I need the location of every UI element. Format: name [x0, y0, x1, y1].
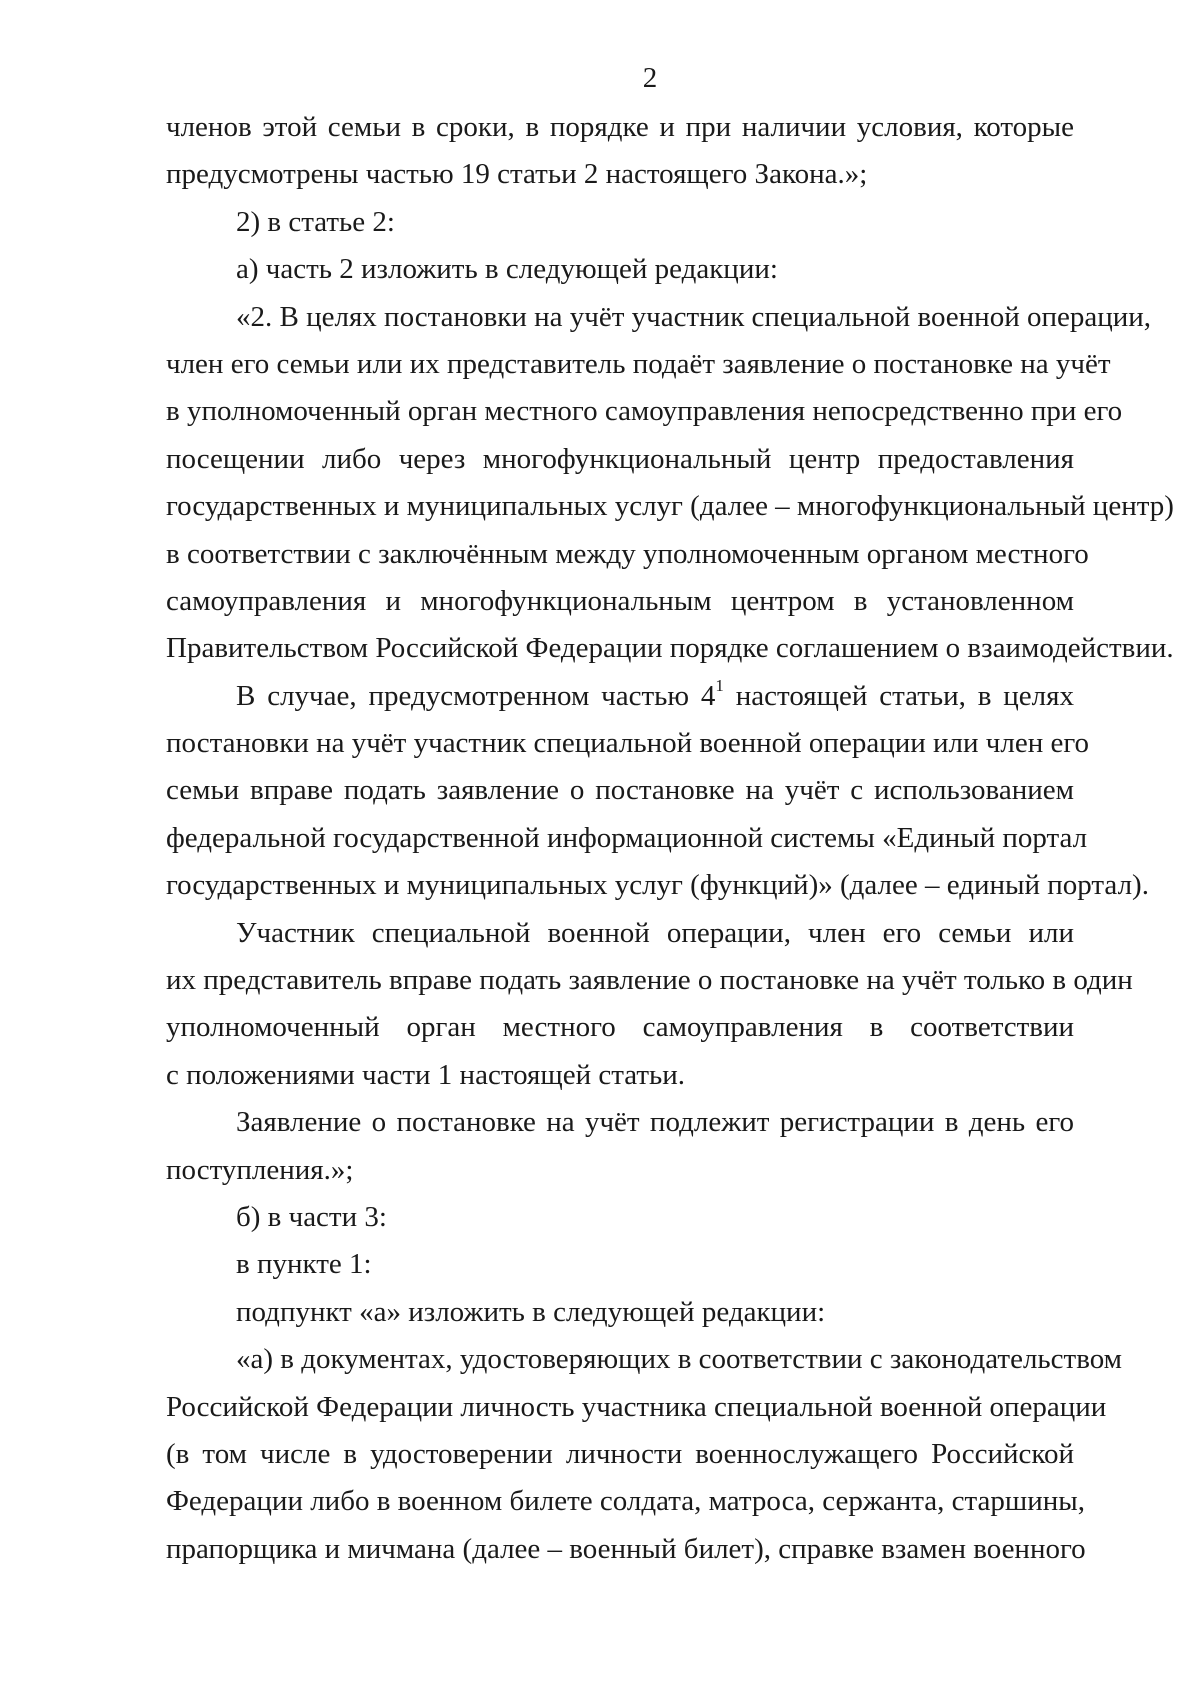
line-text: член его семьи или их представитель подаёт заявление о постановке на учёт: [166, 347, 1111, 380]
text-line: [166, 910, 1074, 957]
text-line: [166, 1526, 1086, 1573]
text-line: [166, 388, 1123, 435]
text-line: [166, 1147, 1074, 1194]
text-line: [166, 1004, 1074, 1051]
line-text: государственных и муниципальных услуг (далее – многофункциональный центр): [166, 490, 1174, 523]
text-line: [166, 1241, 1074, 1288]
text-line: [166, 294, 1152, 341]
text-line: [166, 1289, 1074, 1336]
page-number: 2: [642, 62, 658, 94]
text-line: [166, 1431, 1074, 1478]
line-text: в соответствии с заключённым между уполномоченным органом местного: [166, 537, 1089, 570]
text-line: [166, 1194, 1074, 1241]
text-line: [166, 1478, 1086, 1525]
document-body: [166, 104, 1174, 1573]
text-line: [166, 104, 1074, 151]
line-text: федеральной государственной информационной системы «Единый портал: [166, 821, 1088, 854]
text-line: [166, 246, 1074, 293]
line-text: б) в части 3:: [236, 1200, 387, 1233]
line-text: прапорщика и мичмана (далее – военный билет), справке взамен военного: [166, 1532, 1086, 1565]
text-line: [166, 767, 1074, 814]
text-line: [166, 1099, 1074, 1146]
line-text: поступления.»;: [166, 1153, 354, 1186]
line-text: уполномоченный орган местного самоуправления в соответствии: [166, 1011, 1074, 1044]
text-line: [166, 625, 1174, 672]
line-text: членов этой семьи в сроки, в порядке и при наличии условия, которые: [166, 111, 1074, 143]
text-line: [166, 720, 1090, 767]
line-text: Российской Федерации личность участника специальной военной операции: [166, 1390, 1107, 1423]
text-line: [166, 151, 1074, 198]
superscript: 1: [715, 675, 724, 695]
text-line: [166, 1052, 1074, 1099]
text-line: [166, 815, 1088, 862]
line-text: Заявление о постановке на учёт подлежит регистрации в день его: [236, 1106, 1074, 1139]
line-text: посещении либо через многофункциональный центр предоставления: [166, 442, 1074, 475]
line-text: «2. В целях постановки на учёт участник специальной военной операции,: [236, 300, 1152, 333]
line-text: Федерации либо в военном билете солдата, матроса, сержанта, старшины,: [166, 1485, 1086, 1518]
line-text: семьи вправе подать заявление о постановке на учёт с использованием: [166, 774, 1074, 807]
line-text: Правительством Российской Федерации порядке соглашением о взаимодействии.: [166, 632, 1174, 665]
text-line: [166, 341, 1111, 388]
text-line: [166, 199, 1074, 246]
text-line: [166, 1384, 1107, 1431]
line-text: предусмотрены частью 19 статьи 2 настоящего Закона.»;: [166, 158, 868, 191]
line-text: 2) в статье 2:: [236, 205, 395, 238]
line-text: с положениями части 1 настоящей статьи.: [166, 1058, 686, 1091]
line-text: в уполномоченный орган местного самоуправления непосредственно при его: [166, 395, 1123, 428]
line-text: «а) в документах, удостоверяющих в соответствии с законодательством: [236, 1343, 1122, 1376]
line-text: (в том числе в удостоверении личности военнослужащего Российской: [166, 1437, 1074, 1470]
line-text: постановки на учёт участник специальной военной операции или член его: [166, 727, 1090, 760]
line-text-continued: настоящей статьи, в целях: [723, 679, 1074, 712]
line-text: в пункте 1:: [236, 1248, 372, 1281]
line-text: подпункт «а» изложить в следующей редакции:: [236, 1295, 826, 1328]
line-text: государственных и муниципальных услуг (функций)» (далее – единый портал).: [166, 869, 1149, 902]
line-text: их представитель вправе подать заявление о постановке на учёт только в один: [166, 964, 1133, 997]
text-line: [166, 862, 1149, 909]
line-text: Участник специальной военной операции, член его семьи или: [236, 916, 1074, 949]
text-line: [166, 578, 1074, 625]
text-line: [166, 673, 1074, 720]
text-line: [166, 1336, 1122, 1383]
text-line: [166, 531, 1089, 578]
line-text: самоуправления и многофункциональным центром в установленном: [166, 584, 1074, 617]
line-text: В случае, предусмотренном частью 4: [236, 679, 716, 712]
text-line: [166, 436, 1074, 483]
text-line: [166, 483, 1174, 530]
text-line: [166, 957, 1133, 1004]
line-text: а) часть 2 изложить в следующей редакции:: [236, 253, 778, 286]
